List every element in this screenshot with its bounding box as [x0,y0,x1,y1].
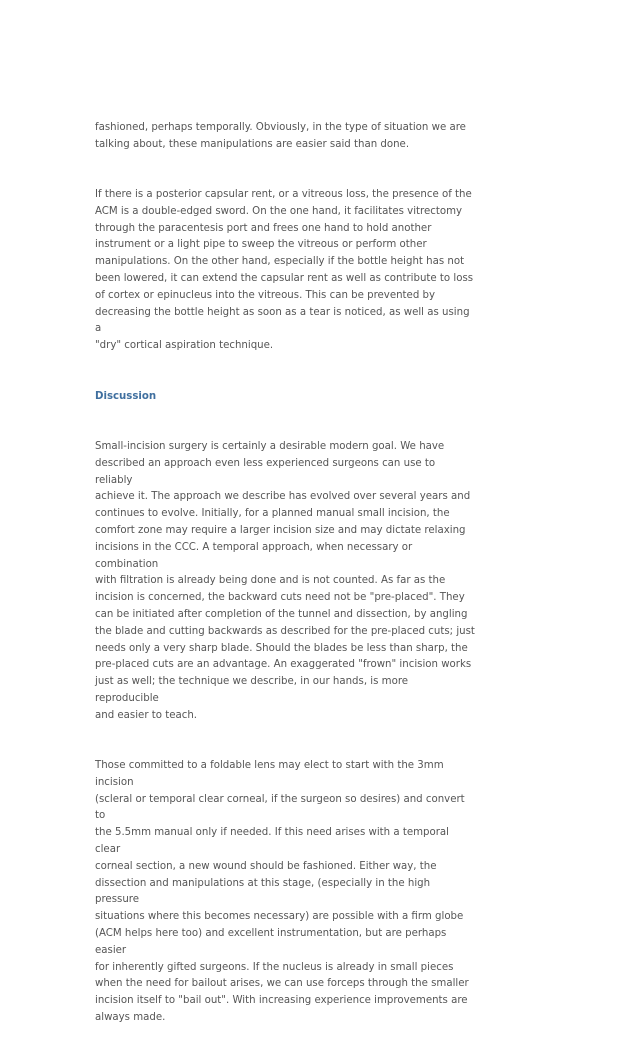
document-body [95,103,475,1060]
section-heading-discussion: Discussion [95,390,157,402]
paragraph-posterior-capsular-rent: If there is a posterior capsular rent, or a vitreous loss, the presence of the ACM is a double-edged sword. On the one hand, it facilitates vitrectomy through the paracentesis port and frees one hand to hold another instrument or a light pipe to sweep the vitreous or perform other manipulations. On the other hand, especially if the bottle height has not been lowered, it can extend the capsular rent as well as contribute to loss of cortex or epinucleus into the vitreous. This can be prevented by decreasing the bottle height as soon as a tear is noticed, as well as using a "dry" cortical aspiration technique. [95,188,474,352]
paragraph-small-incision-surgery: Small-incision surgery is certainly a desirable modern goal. We have described an approach even less experienced surgeons can use to reliably achieve it. The approach we describe has evolved over several years and continues to evolve. Initially, for a planned manual small incision, the comfort zone may require a larger incision size and may dictate relaxing incisions in the CCC. A temporal approach, when necessary or combination with filtration is already being done and is not counted. As far as the incision is concerned, the backward cuts need not be "pre-placed". They can be initiated after completion of the tunnel and dissection, by angling the blade and cutting backwards as described for the pre-placed cuts; just needs only a very sharp blade. Should the blades be less than sharp, the pre-placed cuts are an advantage. An exaggerated "frown" incision works just as well; the technique we describe, in our hands, is more reproducible and easier to teach. [95,440,475,721]
paragraph-foldable-lens: Those committed to a foldable lens may elect to start with the 3mm incision (scleral or temporal clear corneal, if the surgeon so desires) and convert to the 5.5mm manual only if needed. If this need arises with a temporal clear corneal section, a new wound should be fashioned. Either way, the dissection and manipulations at this stage, (especially in the high pressure situations where this becomes necessary) are possible with a firm globe (ACM helps here too) and excellent instrumentation, but are perhaps easier for inherently gifted surgeons. If the nucleus is already in small pieces when the need for bailout arises, we can use forceps through the smaller incision itself to "bail out". With increasing experience improvements are always made. [95,760,469,1024]
paragraph-fashioned: fashioned, perhaps temporally. Obviously, in the type of situation we are talking about, these manipulations are easier said than done. [95,121,466,150]
